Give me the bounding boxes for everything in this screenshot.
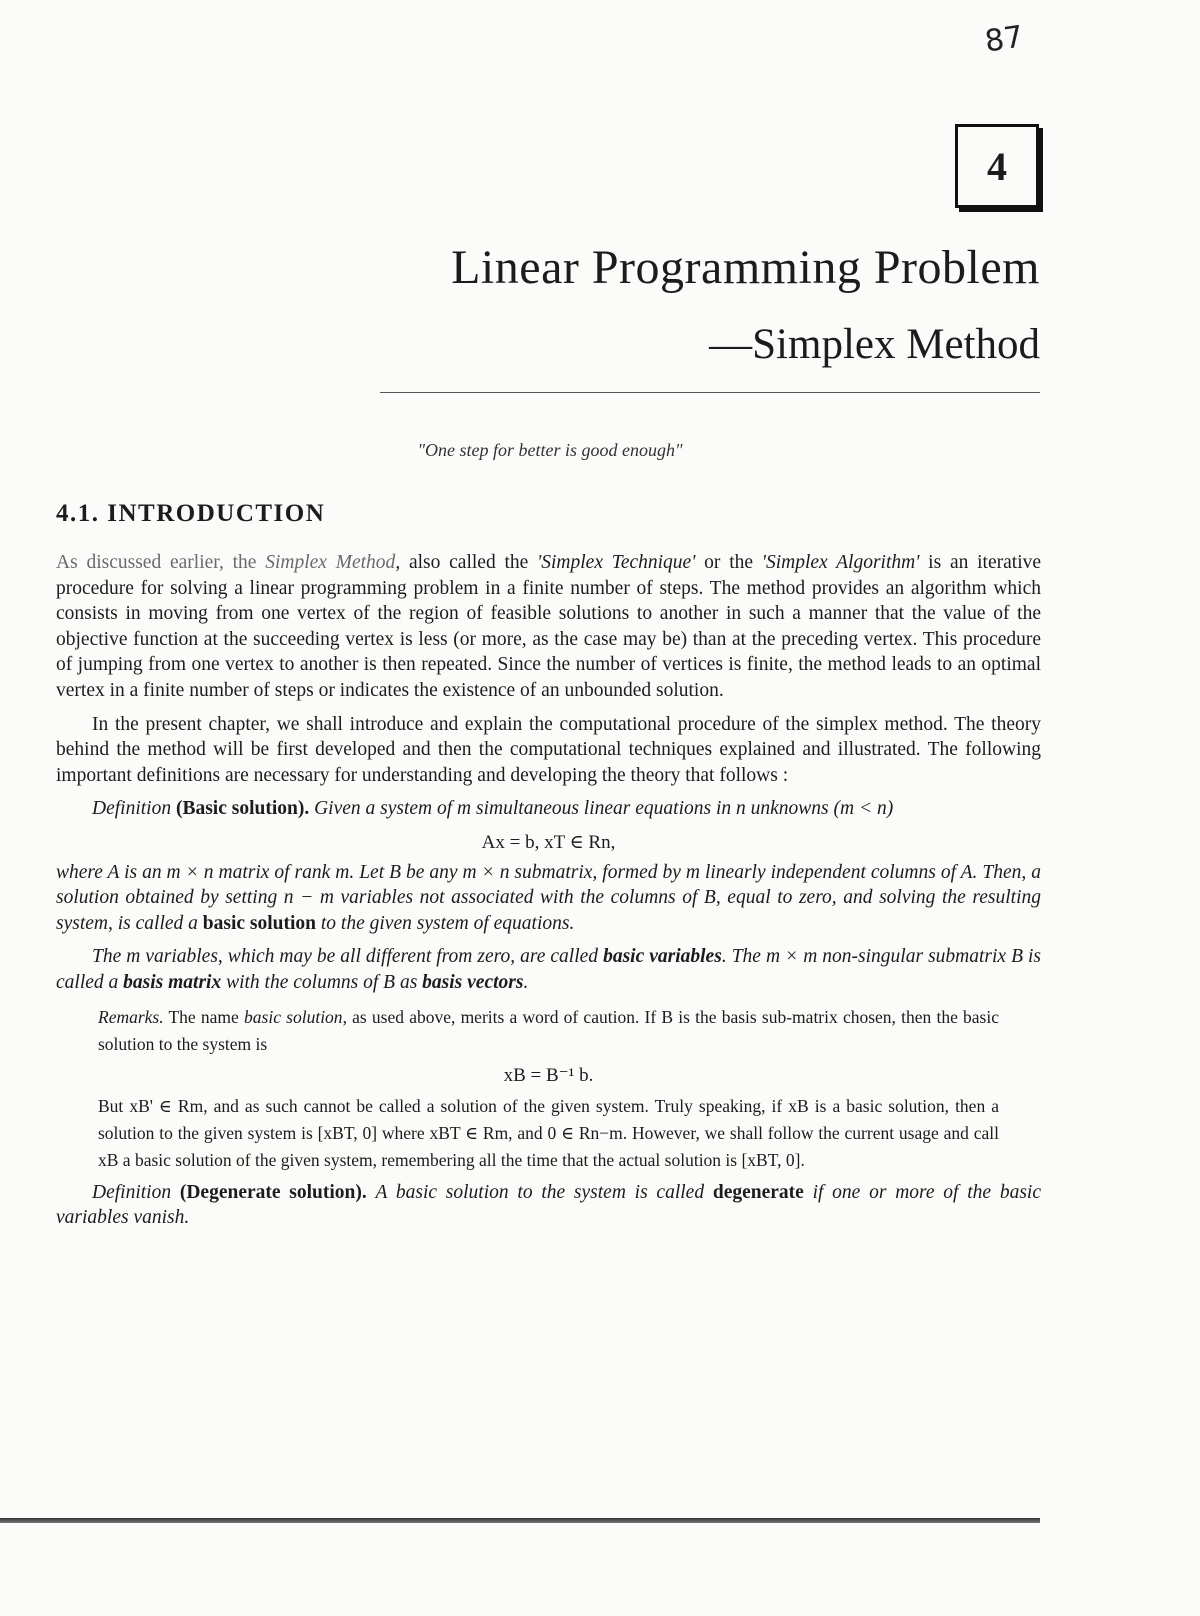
text-run: basis matrix [123,971,222,993]
text-run: with the columns of B as [221,971,423,993]
definition-degenerate-solution [56,1180,1041,1231]
text-run: , also called the [395,552,538,573]
title-rule [380,392,1040,393]
definition-name: (Basic solution). [171,798,315,820]
definition-name: (Degenerate solution). [171,1181,376,1203]
text-run: As discussed earlier, the [56,552,266,573]
text-run: The name [163,1006,245,1027]
equation-ax-b: Ax = b, xT ∈ Rn, [481,831,616,853]
text-run: to the given system of equations. [316,912,575,934]
remarks-paragraph-1 [98,1004,999,1058]
text-run: The m variables, which may be all different from zero, are called [92,946,604,968]
text-run: . [523,971,529,993]
text-run: basic variables [603,946,722,968]
page-bottom-rule [0,1518,1040,1523]
text-run: is an iterative procedure for solving a linear programming problem in a finite number of steps. The method provides an algorithm which consists in moving from one vertex of the region of feasible solutions to another in such a manner that the value of the objective function at the succeeding vertex is less (or more, as the case may be) than at the preceding vertex. This procedure of jumping from one vertex to another is then repeated. Since the number of vertices is finite, the method leads to an optimal vertex in a finite number of steps or indicates the existence of an unbounded solution. [56,552,1042,701]
text-run: A basic solution to the system is called [375,1181,713,1203]
text-run: where A is an m × n matrix of rank m. Let B be any m × n submatrix, formed by m linearly independent columns of A. Then, a solution obtained by setting n − m variables not associated with the columns of B, equal to zero, and solving the resulting system, is called a [56,861,1041,934]
text-run: basic solution [244,1006,343,1027]
definition-label: Definition [92,798,172,820]
text-run: basic solution [202,912,317,934]
chapter-number: 4 [987,143,1007,189]
definition-basic-solution-cont [56,860,1041,937]
chapter-title: Linear Programming Problem [451,241,1040,294]
remarks-block [98,1004,999,1174]
text-run: Simplex Method [265,552,396,573]
text-run: , as used above, merits a word of caution. If B is the basis sub-matrix chosen, then the basic solution to the system is [98,1006,999,1054]
section-heading: 4.1. INTRODUCTION [56,500,326,527]
intro-paragraph-1 [56,550,1041,704]
text-run: 'Simplex Technique' [537,552,696,573]
text-run: Given a system of m simultaneous linear equations in n unknowns (m < n) [314,798,894,820]
text-run: 'Simplex Algorithm' [761,552,920,573]
definition-basic-solution [56,796,1041,822]
intro-paragraph-2: In the present chapter, we shall introduce and explain the computational procedure of the simplex method. The theory behind the method will be first developed and then the computational techniques explained and illustrated. The following important definitions are necessary for understanding and developing the theory that follows : [56,713,1041,786]
text-run: if one or more of the basic variables vanish. [56,1181,1041,1229]
text-run: or the [695,552,762,573]
chapter-number-box [955,124,1039,208]
text-run: . The m × m non-singular submatrix B is called a [56,946,1042,993]
basic-variables-paragraph [56,944,1041,995]
text-run: basis vectors [422,971,524,993]
page-number: 87 [982,19,1026,60]
remarks-label: Remarks. [98,1006,164,1027]
definition-label: Definition [92,1181,172,1203]
body-text [56,550,1041,1239]
chapter-subtitle: —Simplex Method [709,321,1040,368]
text-run: degenerate [712,1181,804,1203]
equation-xb: xB = B⁻¹ b. [503,1064,594,1086]
remarks-paragraph-2: But xB' ∈ Rm, and as such cannot be called a solution of the given system. Truly speaking, if xB is a basic solution, then a solution to the given system is [xBT, 0] where xBT ∈ Rm, and 0 ∈ Rn−m. However, we shall follow the current usage and call xB a basic solution of the given system, remembering all the time that the actual solution is [xBT, 0]. [98,1095,999,1170]
epigraph: "One step for better is good enough" [417,440,683,460]
